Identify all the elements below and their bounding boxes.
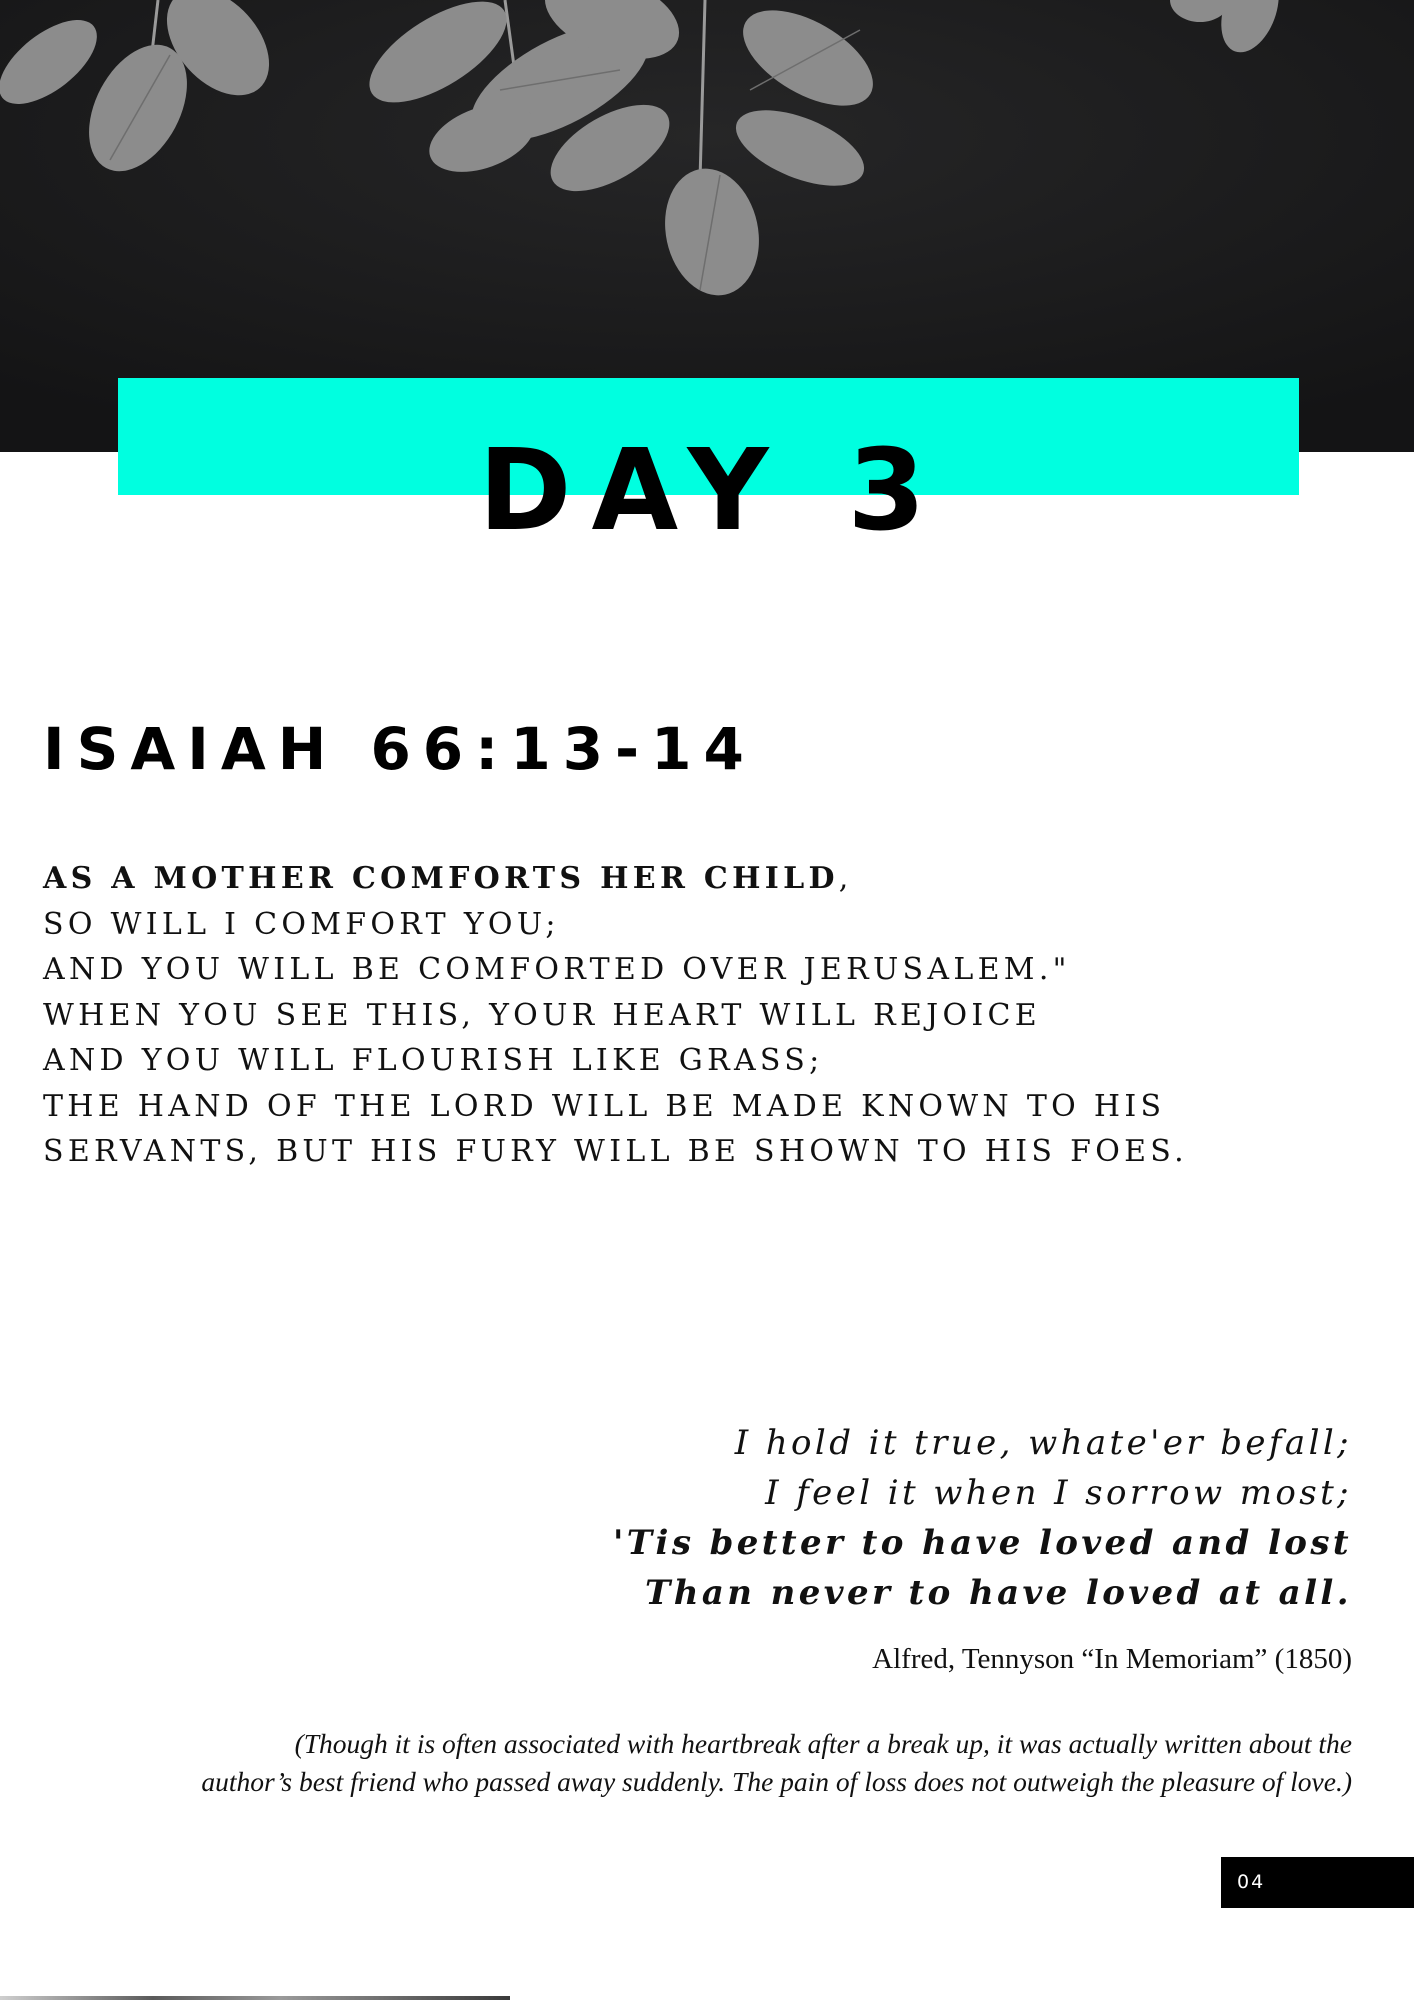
footnote-line: author’s best friend who passed away suddenly. The pain of loss does not outweigh the pleasure of love.) <box>201 1766 1352 1797</box>
poem-line: Than never to have loved at all. <box>645 1573 1352 1613</box>
verse-lead-punctuation: , <box>838 861 853 896</box>
day-title: DAY 3 <box>478 426 946 556</box>
verse-lead: AS A MOTHER COMFORTS HER CHILD <box>43 861 839 896</box>
scripture-verse <box>43 856 1343 1175</box>
verse-line: WHEN YOU SEE THIS, YOUR HEART WILL REJOICE <box>43 997 1041 1033</box>
next-page-photo-edge <box>0 1996 510 2000</box>
page-number-tab <box>1221 1857 1414 1908</box>
poem-line: I feel it when I sorrow most; <box>765 1473 1352 1513</box>
verse-line: SO WILL I COMFORT YOU; <box>43 906 560 942</box>
verse-line: SERVANTS, BUT HIS FURY WILL BE SHOWN TO HIS FOES. <box>43 1134 1188 1169</box>
verse-line <box>43 856 1343 902</box>
footnote <box>22 1725 1352 1801</box>
scripture-reference: ISAIAH 66:13-14 <box>43 715 756 783</box>
footnote-line: (Though it is often associated with heartbreak after a break up, it was actually written about the <box>294 1728 1352 1759</box>
poem-attribution: Alfred, Tennyson “In Memoriam” (1850) <box>872 1643 1352 1675</box>
poem-line: I hold it true, whate'er befall; <box>734 1423 1352 1463</box>
page-number: 04 <box>1237 1871 1266 1893</box>
verse-line: THE HAND OF THE LORD WILL BE MADE KNOWN TO HIS <box>43 1088 1166 1124</box>
verse-line: AND YOU WILL FLOURISH LIKE GRASS; <box>43 1043 824 1078</box>
poem-quote <box>613 1418 1352 1618</box>
verse-line: AND YOU WILL BE COMFORTED OVER JERUSALEM." <box>43 952 1071 987</box>
poem-line: 'Tis better to have loved and lost <box>613 1523 1352 1563</box>
